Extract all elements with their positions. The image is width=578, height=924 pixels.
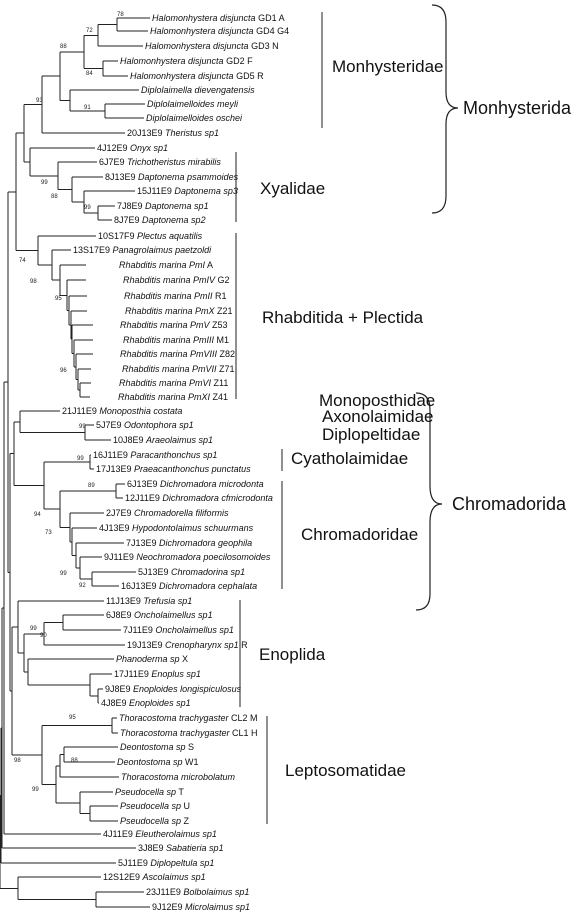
tip-code: 6J8E9 xyxy=(106,610,135,620)
tip-taxon: Onyx sp1 xyxy=(130,143,169,153)
tip-taxon: Rhabditis marina PmIV xyxy=(123,275,216,285)
tip-taxon: Ascolaimus sp1 xyxy=(142,872,206,882)
bootstrap-value: 74 xyxy=(19,258,26,264)
tip-taxon: Neochromadora poecilosomoides xyxy=(136,552,271,562)
tip-label xyxy=(96,420,194,430)
bootstrap-value: 99 xyxy=(77,456,84,462)
tip-taxon: Rhabditis marina PmVII xyxy=(122,364,217,374)
tip-label xyxy=(152,902,250,912)
tip-code: 5J13E9 xyxy=(138,567,172,577)
bootstrap-value: 96 xyxy=(60,368,67,374)
tip-suffix: G2 xyxy=(215,275,230,285)
tip-code: 13S17E9 xyxy=(73,245,113,255)
tip-taxon: Rhabditis marina PmIII xyxy=(123,335,215,345)
tip-code: 4J8E9 xyxy=(101,698,130,708)
tip-code: 9J11E9 xyxy=(104,552,137,562)
group-labels xyxy=(259,57,572,780)
tip-taxon: Diplolaimelloides oschei xyxy=(146,113,243,123)
group-label-cyatholaimidae: Cyatholaimidae xyxy=(291,449,409,468)
tip-taxon: Phanoderma sp xyxy=(116,654,180,664)
tip-taxon: Paracanthonchus sp1 xyxy=(130,450,218,460)
tip-code: 4J12E9 xyxy=(97,143,131,153)
tip-label xyxy=(120,728,258,738)
tip-label xyxy=(120,320,228,330)
bootstrap-value: 94 xyxy=(34,512,41,518)
tip-taxon: Halomonhystera disjuncta xyxy=(120,56,224,66)
bootstrap-value: 73 xyxy=(45,530,52,536)
tip-label xyxy=(122,364,235,374)
tip-taxon: Oncholaimellus sp1 xyxy=(134,610,213,620)
tip-label xyxy=(120,816,190,826)
tip-label xyxy=(120,56,253,66)
bootstrap-value: 95 xyxy=(69,715,76,721)
tip-taxon: Dichromadora microdonta xyxy=(160,479,264,489)
tip-label xyxy=(106,610,213,620)
tip-taxon: Trefusia sp1 xyxy=(143,596,193,606)
tip-suffix: R xyxy=(238,640,248,650)
tip-taxon: Halomonhystera disjuncta xyxy=(145,41,249,51)
tip-label xyxy=(118,858,214,868)
tip-code: 6J7E9 xyxy=(99,157,128,167)
tip-label xyxy=(127,479,264,489)
tip-suffix: U xyxy=(181,801,191,811)
tip-code: 12J11E9 xyxy=(125,493,163,503)
bootstrap-value: 99 xyxy=(30,626,37,632)
tip-taxon: Deontostoma sp xyxy=(120,742,186,752)
tip-code: 6J13E9 xyxy=(127,479,161,489)
bootstrap-value: 84 xyxy=(86,71,93,77)
bootstrap-value: 93 xyxy=(36,98,43,104)
tip-taxon: Diplolaimella dievengatensis xyxy=(141,85,255,95)
tip-taxon: Daptonema sp1 xyxy=(145,201,209,211)
tip-taxon: Theristus sp1 xyxy=(165,128,220,138)
tip-label xyxy=(137,186,238,196)
tip-code: 7J11E9 xyxy=(123,625,156,635)
tip-code: 10S17F9 xyxy=(98,231,138,241)
tip-code: 4J11E9 xyxy=(103,829,136,839)
tip-taxon: Diplolaimelloides meyli xyxy=(147,99,239,109)
tip-suffix: CL2 M xyxy=(228,713,258,723)
tip-taxon: Diplopeltula sp1 xyxy=(150,858,215,868)
tip-label xyxy=(116,654,188,664)
tip-suffix: S xyxy=(185,742,195,752)
tip-code: 4J13E9 xyxy=(99,523,133,533)
tip-taxon: Araeolaimus sp1 xyxy=(146,435,214,445)
bootstrap-value: 78 xyxy=(117,12,124,18)
tip-suffix: Z11 xyxy=(211,378,229,388)
tip-suffix: Z71 xyxy=(216,364,235,374)
tip-label xyxy=(125,306,233,316)
tip-code: 12S12E9 xyxy=(103,872,143,882)
tip-label xyxy=(145,41,279,51)
tip-taxon: Daptonema psammoides xyxy=(138,172,239,182)
tip-suffix: R1 xyxy=(212,291,227,301)
tip-taxon: Pseudocella sp xyxy=(115,787,177,797)
tip-label xyxy=(93,450,217,460)
tip-taxon: Daptonema sp3 xyxy=(174,186,238,196)
tip-suffix: Z21 xyxy=(214,306,233,316)
tip-taxon: Sabatieria sp1 xyxy=(166,843,224,853)
tip-label xyxy=(119,713,258,723)
tip-label xyxy=(147,99,239,109)
bootstrap-value: 92 xyxy=(79,583,86,589)
tip-suffix: GD4 G4 xyxy=(253,26,290,36)
tip-label xyxy=(127,640,248,650)
bootstrap-value: 99 xyxy=(79,424,86,430)
tip-label xyxy=(120,742,194,752)
tip-taxon: Odontophora sp1 xyxy=(124,420,194,430)
tip-taxon: Rhabditis marina PmXI xyxy=(118,392,211,402)
group-label-diplopeltidae: Diplopeltidae xyxy=(322,425,421,444)
group-label-xyalidae: Xyalidae xyxy=(260,179,326,198)
tip-label xyxy=(119,260,213,270)
tip-suffix: GD1 A xyxy=(255,13,285,23)
tip-code: 2J7E9 xyxy=(106,508,135,518)
order-label-chromadorida: Chromadorida xyxy=(452,494,567,514)
tip-taxon: Panagrolaimus paetzoldi xyxy=(112,245,212,255)
tip-label xyxy=(152,13,285,23)
tip-suffix: W1 xyxy=(182,757,199,767)
tip-label xyxy=(121,772,236,782)
tip-taxon: Chromadorina sp1 xyxy=(171,567,246,577)
bootstrap-value: 91 xyxy=(84,105,91,111)
tip-taxon: Crenopharynx sp1 xyxy=(165,640,239,650)
tip-taxon: Enoploides longispiculosus xyxy=(133,684,242,694)
tip-taxon: Enoploides sp1 xyxy=(129,698,191,708)
tip-label xyxy=(119,378,228,388)
tip-taxon: Dichromadora cfmicrodonta xyxy=(162,493,273,503)
tip-label xyxy=(118,392,228,402)
tip-taxon: Plectus aquatilis xyxy=(137,231,203,241)
bootstrap-value: 90 xyxy=(40,633,47,639)
tip-suffix: Z53 xyxy=(209,320,228,330)
bootstrap-values xyxy=(14,12,124,793)
tip-taxon: Monoposthia costata xyxy=(99,406,183,416)
tip-suffix: X xyxy=(179,654,189,664)
tip-label xyxy=(101,698,191,708)
tip-suffix: Z41 xyxy=(210,392,229,402)
tip-taxon: Rhabditis marina PmX xyxy=(125,306,215,316)
tip-code: 21J11E9 xyxy=(62,406,100,416)
tip-taxon: Hypodontolaimus schuurmans xyxy=(132,523,254,533)
tip-label xyxy=(96,464,251,474)
tip-label xyxy=(103,872,206,882)
tip-taxon: Thoracostoma trachygaster xyxy=(120,728,230,738)
tip-label xyxy=(123,335,229,345)
tip-code: 17J13E9 xyxy=(96,464,135,474)
bootstrap-value: 99 xyxy=(60,571,67,577)
tip-label xyxy=(125,493,273,503)
tip-label xyxy=(121,581,257,591)
tip-label xyxy=(114,669,201,679)
tip-suffix: A xyxy=(205,260,214,270)
tip-code: 5J7E9 xyxy=(96,420,125,430)
tip-label xyxy=(138,843,224,853)
group-label-leptosomatidae: Leptosomatidae xyxy=(285,761,406,780)
tip-code: 23J11E9 xyxy=(146,887,184,897)
tip-suffix: Z82 xyxy=(217,349,236,359)
tip-label xyxy=(138,567,245,577)
tip-taxon: Bolbolaimus sp1 xyxy=(183,887,250,897)
bootstrap-value: 72 xyxy=(86,28,93,34)
bootstrap-value: 98 xyxy=(30,279,37,285)
bootstrap-value: 88 xyxy=(51,194,58,200)
tip-code: 11J13E9 xyxy=(106,596,144,606)
bootstrap-value: 89 xyxy=(88,483,95,489)
bootstrap-value: 88 xyxy=(71,758,78,764)
tip-label xyxy=(99,157,221,167)
tip-code: 3J8E9 xyxy=(138,843,167,853)
tip-suffix: GD3 N xyxy=(248,41,279,51)
tip-label xyxy=(113,435,213,445)
tip-label xyxy=(124,291,227,301)
tip-suffix: CL1 H xyxy=(229,728,258,738)
tip-code: 9J12E9 xyxy=(152,902,186,912)
bootstrap-value: 99 xyxy=(32,787,39,793)
tip-label xyxy=(104,552,271,562)
tip-label xyxy=(105,172,239,182)
tip-label xyxy=(103,829,217,839)
bootstrap-value: 98 xyxy=(14,758,21,764)
tip-label xyxy=(130,71,264,81)
tip-taxon: Deontostoma sp xyxy=(117,757,183,767)
tip-suffix: GD5 R xyxy=(233,71,264,81)
tip-taxon: Rhabditis marina PmVI xyxy=(119,378,212,388)
tip-label xyxy=(126,538,252,548)
tip-taxon: Pseudocella sp xyxy=(120,816,182,826)
tip-label xyxy=(115,787,184,797)
tip-taxon: Dichromadora geophila xyxy=(159,538,253,548)
tip-taxon: Eleutherolaimus sp1 xyxy=(135,829,217,839)
tip-taxon: Enoplus sp1 xyxy=(151,669,201,679)
tip-taxon: Daptonema sp2 xyxy=(142,215,206,225)
tip-label xyxy=(73,245,212,255)
tip-label xyxy=(141,85,255,95)
tip-label xyxy=(146,887,249,897)
tip-label xyxy=(106,596,192,606)
brace-monhysterida xyxy=(432,5,458,213)
tip-suffix: T xyxy=(176,787,184,797)
tip-taxon: Halomonhystera disjuncta xyxy=(130,71,234,81)
tip-label xyxy=(123,625,234,635)
tip-label xyxy=(114,215,206,225)
bootstrap-value: 99 xyxy=(84,205,91,211)
tip-code: 17J11E9 xyxy=(114,669,152,679)
tip-label xyxy=(117,201,209,211)
tip-code: 16J11E9 xyxy=(93,450,131,460)
tip-taxon: Rhabditis marina PmI xyxy=(119,260,206,270)
tip-taxon: Pseudocella sp xyxy=(120,801,182,811)
tip-taxon: Trichotheristus mirabilis xyxy=(127,157,221,167)
tip-label xyxy=(120,349,235,359)
tip-taxon: Thoracostoma microbolatum xyxy=(121,772,236,782)
group-label-monhysteridae: Monhysteridae xyxy=(332,57,444,76)
tip-label xyxy=(150,26,289,36)
order-label-monhysterida: Monhysterida xyxy=(463,98,572,118)
bootstrap-value: 99 xyxy=(41,180,48,186)
tip-taxon: Rhabditis marina PmV xyxy=(120,320,210,330)
tip-taxon: Halomonhystera disjuncta xyxy=(150,26,254,36)
tip-taxon: Rhabditis marina PmVIII xyxy=(120,349,218,359)
tip-label xyxy=(98,231,203,241)
tip-code: 5J11E9 xyxy=(118,858,151,868)
group-label-rhabditida-plectida: Rhabditida + Plectida xyxy=(262,308,424,327)
tip-label xyxy=(105,684,242,694)
tip-code: 7J8E9 xyxy=(117,201,146,211)
tip-code: 8J13E9 xyxy=(105,172,139,182)
tip-label xyxy=(99,523,254,533)
tip-taxon: Microlaimus sp1 xyxy=(185,902,251,912)
tip-code: 9J8E9 xyxy=(105,684,134,694)
group-label-monoposthidae: Monoposthidae xyxy=(319,391,436,410)
tip-taxon: Chromadorella filiformis xyxy=(134,508,229,518)
tip-suffix: GD2 F xyxy=(223,56,253,66)
tip-code: 7J13E9 xyxy=(126,538,160,548)
tip-label xyxy=(117,757,199,767)
tip-label xyxy=(106,508,229,518)
tip-taxon: Oncholaimellus sp1 xyxy=(155,625,234,635)
tip-code: 15J11E9 xyxy=(137,186,175,196)
tip-code: 20J13E9 xyxy=(127,128,166,138)
bootstrap-value: 95 xyxy=(55,296,62,302)
tip-taxon: Dichromadora cephalata xyxy=(159,581,258,591)
tip-label xyxy=(146,113,243,123)
tip-suffix: M1 xyxy=(214,335,230,345)
group-label-axonolaimidae: Axonolaimidae xyxy=(322,407,434,426)
tip-label xyxy=(123,275,230,285)
group-label-enoplida: Enoplida xyxy=(259,645,326,664)
tip-label xyxy=(62,406,182,416)
group-label-chromadoridae: Chromadoridae xyxy=(301,525,419,544)
tip-suffix: Z xyxy=(181,816,190,826)
tip-taxon: Rhabditis marina PmII xyxy=(124,291,213,301)
tip-label xyxy=(120,801,190,811)
bootstrap-value: 88 xyxy=(60,44,67,50)
tip-taxon: Praeacanthonchus punctatus xyxy=(134,464,251,474)
tip-code: 10J8E9 xyxy=(113,435,147,445)
tip-label xyxy=(127,128,219,138)
tip-taxon: Thoracostoma trachygaster xyxy=(119,713,229,723)
tip-taxon: Halomonhystera disjuncta xyxy=(152,13,256,23)
tip-label xyxy=(97,143,168,153)
tip-code: 16J13E9 xyxy=(121,581,160,591)
tip-code: 19J13E9 xyxy=(127,640,166,650)
tip-code: 8J7E9 xyxy=(114,215,143,225)
